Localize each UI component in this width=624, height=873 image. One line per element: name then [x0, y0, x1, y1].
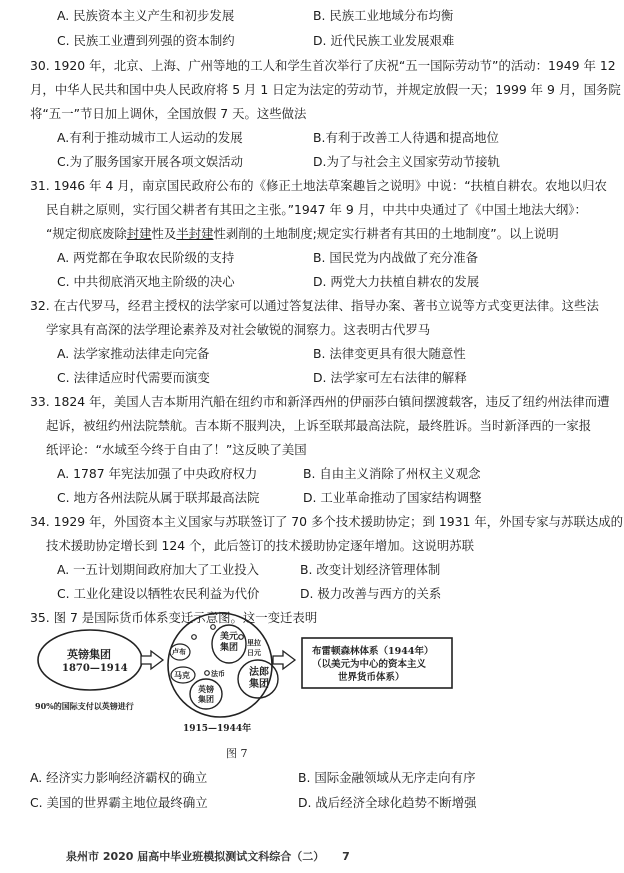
group-mark: 马克 — [174, 670, 190, 680]
q33-stem-line3: 纸评论：“水域至今终于自由了！”这反映了美国 — [46, 442, 307, 457]
q34-option-c: C. 工业化建设以牺牲农民利益为代价 — [57, 586, 260, 601]
q31-option-a: A. 两党都在争取农民阶级的支持 — [57, 250, 235, 265]
q29-option-a: A. 民族资本主义产生和初步发展 — [57, 8, 235, 23]
q31-quote-start: “规定彻底废除 — [46, 226, 127, 241]
bretton-woods-line3: 世界货币体系） — [338, 672, 405, 683]
bretton-woods-line2: （以美元为中心的资本主义 — [312, 659, 427, 670]
q30-option-a: A.有利于推动城市工人运动的发展 — [57, 130, 243, 145]
page-footer — [66, 848, 350, 864]
left-note: 90%的国际支付以英镑进行 — [35, 701, 134, 711]
q32-option-c: C. 法律适应时代需要而演变 — [57, 370, 210, 385]
q29-option-b: B. 民族工业地域分布均衡 — [313, 8, 454, 23]
q34-option-b: B. 改变计划经济管理体制 — [300, 562, 441, 577]
label-fabi: 法币 — [211, 669, 225, 678]
q30-stem-line2: 月，中华人民共和国中央人民政府将 5 月 1 日定为法定的劳动节，并规定放假一天；1999 年 9 月，国务院 — [30, 82, 621, 97]
group-franc: 法郎集团 — [249, 667, 269, 690]
q33-option-b: B. 自由主义消除了州权主义观念 — [303, 466, 481, 481]
page-number: 7 — [342, 850, 350, 863]
q32-stem-line1: 32. 在古代罗马，经君主授权的法学家可以通过答复法律、指导办案、著书立说等方式变更法律。这些法 — [30, 298, 599, 313]
q32-option-d: D. 法学家可左右法律的解释 — [313, 370, 467, 385]
q30-option-c: C.为了服务国家开展各项文娱活动 — [57, 154, 244, 169]
q32-option-a: A. 法学家推动法律走向完备 — [57, 346, 210, 361]
q31-underline-feudal: 封建 — [126, 226, 152, 241]
left-bubble-title: 英镑集团 — [67, 648, 111, 661]
q31-quote-mid: 性及 — [151, 226, 177, 241]
q33-stem-line2: 起诉，被纽约州法院禁航。吉本斯不服判决，上诉至联邦最高法院，最终胜诉。当时新泽西的一家报 — [46, 418, 592, 433]
q31-stem-line1: 31. 1946 年 4 月，南京国民政府公布的《修正土地法草案趣旨之说明》中说：“扶植自耕农。农地以归农 — [30, 178, 607, 193]
q30-option-d: D.为了与社会主义国家劳动节接轨 — [313, 154, 500, 169]
q34-option-d: D. 极力改善与西方的关系 — [300, 586, 442, 601]
group-sterling: 英镑集团 — [198, 684, 214, 704]
q35-option-a: A. 经济实力影响经济霸权的确立 — [30, 770, 208, 785]
group-usd: 美元集团 — [220, 632, 239, 653]
label-yen: 日元 — [247, 648, 261, 657]
q31-stem-line2: 民自耕之原则，实行国父耕者有其田之主张。”1947 年 9 月，中共中央通过了《中国土地法大纲》： — [46, 202, 587, 217]
q29-option-d: D. 近代民族工业发展艰难 — [313, 33, 455, 48]
bretton-woods-line1: 布雷顿森林体系（1944年） — [312, 646, 434, 657]
label-lira: 里拉 — [247, 638, 261, 647]
q35-option-d: D. 战后经济全球化趋势不断增强 — [298, 795, 477, 810]
q31-stem-line3 — [46, 224, 559, 242]
q33-option-a: A. 1787 年宪法加强了中央政府权力 — [57, 466, 258, 481]
middle-bubble-years: 1915—1944年 — [183, 724, 252, 734]
q32-stem-line2: 学家具有高深的法学理论素养及对社会敏锐的洞察力。这表明古代罗马 — [46, 322, 431, 337]
figure-caption: 图 7 — [226, 747, 248, 760]
q33-option-c: C. 地方各州法院从属于联邦最高法院 — [57, 490, 260, 505]
q31-option-c: C. 中共彻底消灭地主阶级的决心 — [57, 274, 235, 289]
group-ruble: 卢布 — [172, 647, 186, 656]
q31-quote-end: 性剥削的土地制度;规定实行耕者有其田的土地制度”。以上说明 — [213, 226, 559, 241]
q31-underline-semifeudal: 半封建 — [176, 226, 214, 241]
q31-option-b: B. 国民党为内战做了充分准备 — [313, 250, 479, 265]
left-bubble-years: 1870—1914 — [62, 663, 128, 674]
q30-stem-line1: 30. 1920 年，北京、上海、广州等地的工人和学生首次举行了庆祝“五一国际劳动节”的活动：1949 年 12 — [30, 58, 616, 73]
q31-option-d: D. 两党大力扶植自耕农的发展 — [313, 274, 480, 289]
footer-exam-title: 泉州市 2020 届高中毕业班模拟测试文科综合（二） — [66, 850, 325, 863]
q33-stem-line1: 33. 1824 年，美国人吉本斯用汽船在纽约市和新泽西州的伊丽莎白镇间摆渡载客，违反了纽约州法律而遭 — [30, 394, 610, 409]
q35-option-c: C. 美国的世界霸主地位最终确立 — [30, 795, 208, 810]
q32-option-b: B. 法律变更具有很大随意性 — [313, 346, 466, 361]
q35-option-b: B. 国际金融领域从无序走向有序 — [298, 770, 476, 785]
q29-option-c: C. 民族工业遭到列强的资本制约 — [57, 33, 235, 48]
q34-option-a: A. 一五计划期间政府加大了工业投入 — [57, 562, 259, 577]
q30-stem-line3: 将“五一”节日加上调休，全国放假 7 天。这些做法 — [30, 106, 307, 121]
q34-stem-line2: 技术援助协定增长到 124 个，此后签订的技术援助协定逐年增加。这说明苏联 — [46, 538, 475, 553]
q34-stem-line1: 34. 1929 年，外国资本主义国家与苏联签订了 70 多个技术援助协定；到 1931 年，外国专家与苏联达成的 — [30, 514, 624, 529]
q35-stem-line1: 35. 图 7 是国际货币体系变迁示意图。这一变迁表明 — [30, 610, 318, 625]
q33-option-d: D. 工业革命推动了国家结构调整 — [303, 490, 482, 505]
q30-option-b: B.有利于改善工人待遇和提高地位 — [313, 130, 499, 145]
